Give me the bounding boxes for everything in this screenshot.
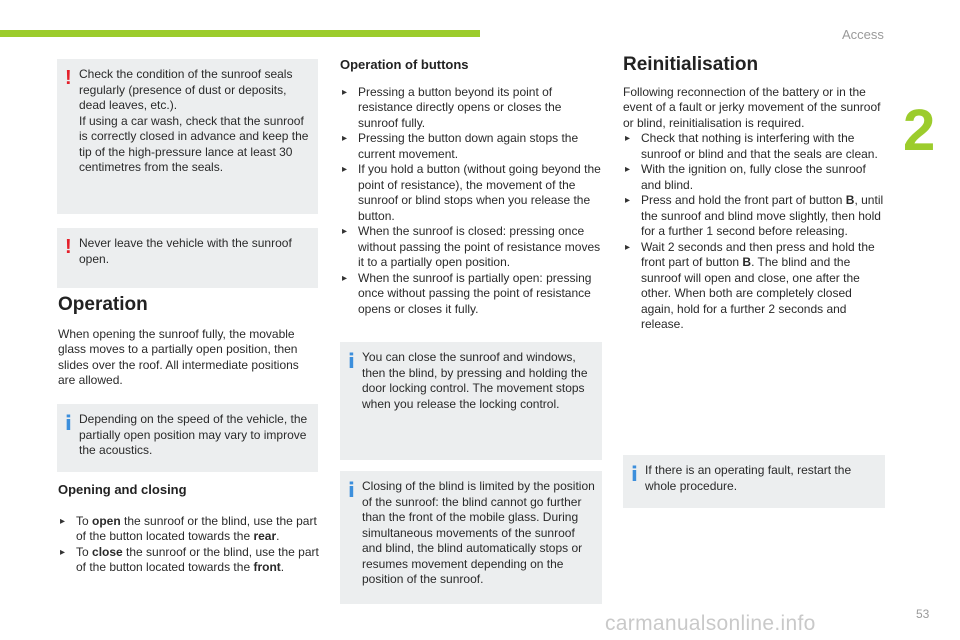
info-icon: i: [348, 478, 355, 502]
info-text: Depending on the speed of the vehicle, the partially open position may vary to improve the acoustics.: [79, 412, 308, 457]
warning-icon: !: [65, 236, 72, 258]
reinit-intro: Following reconnection of the battery or in the event of a fault or jerky movement of the sunroof or blind, reinitialisation is required.: [623, 84, 881, 130]
opening-title: Opening and closing: [58, 482, 187, 497]
reinit-section: [623, 54, 885, 333]
warning-text: Never leave the vehicle with the sunroof open.: [79, 236, 292, 266]
reinit-title: Reinitialisation: [623, 54, 759, 75]
info-icon: i: [65, 411, 72, 435]
buttons-title: Operation of buttons: [340, 57, 469, 72]
list-item: ▸ Wait 2 seconds and then press and hold the front part of button B. The blind and the sunroof will open and close, one after the other. When both are completely closed again, hold for a further 2 seconds and release.: [623, 240, 885, 333]
info-box-fault: [623, 455, 885, 508]
list-item: ▸ Pressing a button beyond its point of resistance directly opens or closes the sunroof fully.: [340, 85, 602, 132]
info-box-blind: [340, 471, 602, 604]
list-item: ▸ When the sunroof is partially open: pressing once without passing the point of resistance opens or closes it fully.: [340, 271, 602, 318]
header-accent-bar: [0, 30, 480, 37]
info-icon: i: [631, 462, 638, 486]
section-title: Access: [842, 27, 884, 42]
info-box-locking: [340, 342, 602, 460]
list-item: ▸ When the sunroof is closed: pressing once without passing the point of resistance moves it to a partially open position.: [340, 224, 602, 271]
opening-section: [58, 482, 320, 576]
list-item: ▸ To open the sunroof or the blind, use the part of the button located towards the rear.: [58, 514, 320, 545]
info-icon: i: [348, 349, 355, 373]
operation-text: When opening the sunroof fully, the movable glass moves to a partially open position, then slides over the roof. All intermediate positions are allowed.: [58, 326, 299, 387]
warning-box-open: [57, 228, 318, 288]
list-item: ▸ To close the sunroof or the blind, use the part of the button located towards the front.: [58, 545, 320, 576]
info-text: Closing of the blind is limited by the position of the sunroof: the blind cannot go further than the front of the mobile glass. During simultaneous movements of the sunroof and blind, the blind automatically stops or resumes movement depending on the position of the sunroof.: [362, 479, 595, 586]
chapter-number: 2: [903, 98, 936, 163]
operation-section: [58, 294, 316, 389]
warning-icon: !: [65, 67, 72, 89]
operation-title: Operation: [58, 294, 148, 315]
page-number: 53: [916, 607, 930, 621]
watermark: carmanualsonline.info: [605, 612, 816, 635]
list-item: ▸ Check that nothing is interfering with the sunroof or blind and that the seals are clean.: [623, 131, 885, 162]
info-box-speed: [57, 404, 318, 472]
list-item: ▸ If you hold a button (without going beyond the point of resistance), the movement of the sunroof or blind stops when you release the button.: [340, 162, 602, 224]
buttons-section: [340, 57, 602, 317]
list-item: ▸ Press and hold the front part of button B, until the sunroof and blind move slightly, then hold for a further 1 second before releasing.: [623, 193, 885, 240]
list-item: ▸ Pressing the button down again stops the current movement.: [340, 131, 602, 162]
warning-box-seals: [57, 59, 318, 214]
info-text: If there is an operating fault, restart the whole procedure.: [645, 463, 852, 493]
info-text: You can close the sunroof and windows, then the blind, by pressing and holding the door locking control. The movement stops when you release the locking control.: [362, 350, 588, 411]
warning-text: Check the condition of the sunroof seals regularly (presence of dust or deposits, dead leaves, etc.). If using a car wash, check that the sunroof is correctly closed in advance and keep the tip of the high-pressure lance at least 30 centimetres from the seals.: [79, 67, 309, 174]
list-item: ▸ With the ignition on, fully close the sunroof and blind.: [623, 162, 885, 193]
